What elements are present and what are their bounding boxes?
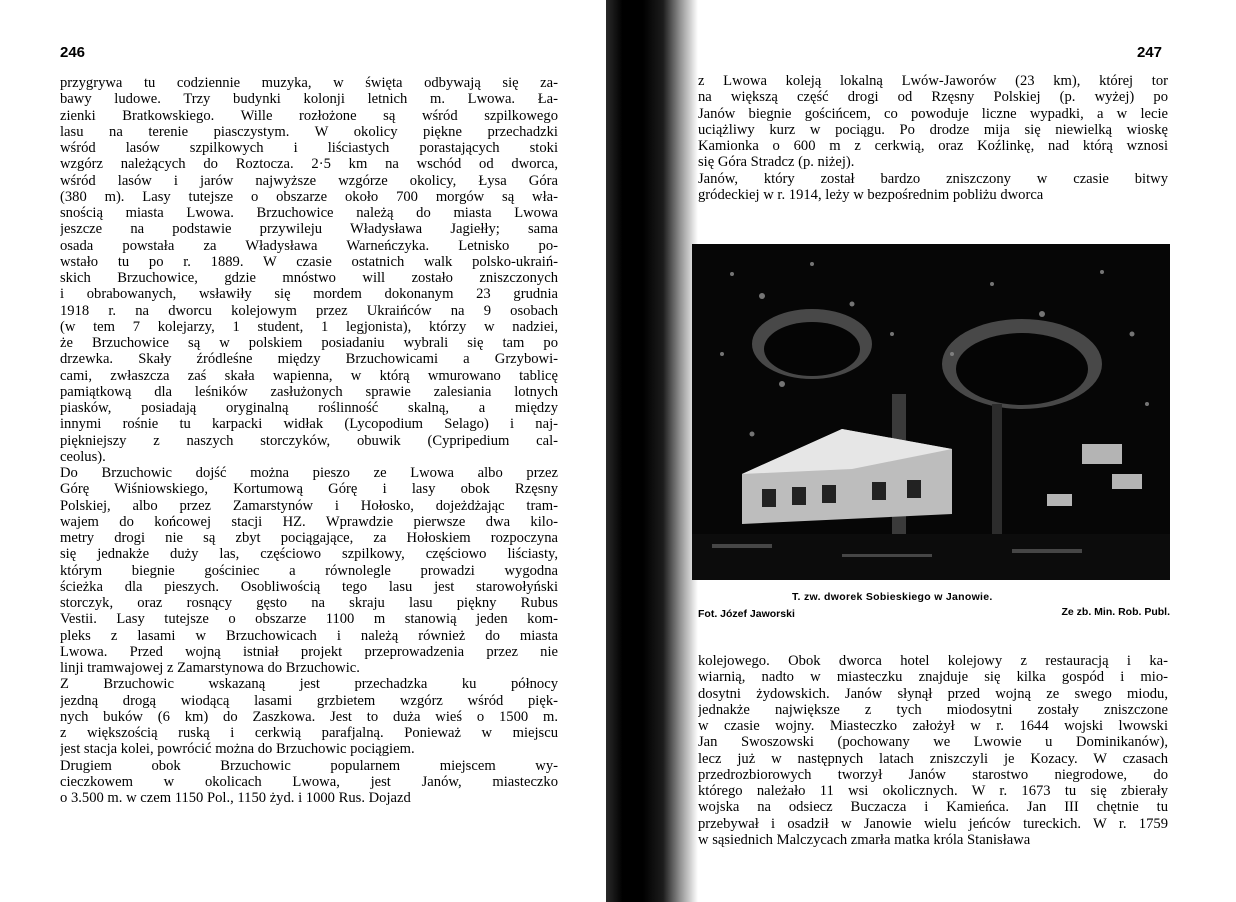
page-number-right: 247	[1136, 44, 1162, 61]
text-line: ceolus).	[60, 448, 106, 465]
photo-credit-photographer: Fot. Józef Jaworski	[698, 608, 795, 620]
text-line: przygrywa tu codziennie muzyka, w święta odbywają się za-	[60, 75, 558, 91]
text-line: Do Brzuchowic dojść można pieszo ze Lwowa albo przez	[60, 465, 558, 481]
text-line: Lwowa. Przed wojną istniał projekt przeprowadzenia przez nie	[60, 643, 558, 660]
text-line: dosytni żydowskich. Janów słynął przed wojną ze swego miodu,	[698, 685, 1168, 702]
text-line: wzgórz należących do Roztocza. 2·5 km na wschód od dworca,	[60, 156, 558, 173]
text-line: wśród lasów szpilkowych i liściastych porastających stoki	[60, 140, 558, 156]
text-line: pleks z lasami w Brzuchowicach i należą również do miasta	[60, 627, 558, 644]
text-line: w sąsiednich Malczycach zmarła matka króla Stanisława	[698, 831, 1031, 848]
text-line: Z Brzuchowic wskazaną jest przechadzka ku północy	[60, 676, 558, 693]
photo-credit-collection: Ze zb. Min. Rob. Publ.	[1061, 606, 1170, 618]
text-line: drzewka. Skały źródleśne między Brzuchowicami a Grzybowi-	[60, 351, 558, 368]
text-line: Drugiem obok Brzuchowic popularnem miejscem wy-	[60, 757, 558, 774]
text-line: Janów, który został bardzo zniszczony w czasie bitwy	[698, 170, 1168, 187]
text-line: linji tramwajowej z Zamarstynowa do Brzuchowic.	[60, 660, 360, 676]
text-line: storczyk, oraz rosnący gęsto na skraju lasu piękny Rubus	[60, 595, 558, 611]
text-line: którym biegnie gościniec a równolegle prowadzi wygodna	[60, 562, 558, 579]
text-line: jednakże największe z tych miodosytni zostały zniszczone	[698, 701, 1168, 718]
text-line: innymi rośnie tu karpacki widłak (Lycopodium Selago) i naj-	[60, 416, 558, 433]
text-line: Janów biegnie gościńcem, co powoduje liczne wypadki, a w lecie	[698, 105, 1168, 122]
text-line: cami, zwłaszcza zaś skała wapienna, w którą wmurowano tablicę	[60, 367, 558, 384]
text-line: skich Brzuchowice, gdzie mnóstwo will zostało zniszczonych	[60, 270, 558, 286]
text-line: uciążliwy kurz w pociągu. Po drodze mija się niewielką wioskę	[698, 121, 1168, 138]
text-line: którego należało 11 wsi okolicznych. W r. 1673 tu się zbierały	[698, 783, 1168, 799]
text-line: snością miasta Lwowa. Brzuchowice należą do miasta Lwowa	[60, 205, 558, 221]
text-line: piasków, posiadają oryginalną roślinność skalną, a między	[60, 400, 558, 416]
text-line: lasu na terenie piasczystym. W okolicy piękne przechadzki	[60, 123, 558, 140]
photo-caption: T. zw. dworek Sobieskiego w Janowie.	[792, 591, 993, 603]
text-line: wśród lasów i jarów najwyższe wzgórze okolicy, Łysa Góra	[60, 172, 558, 189]
text-line: jeszcze na podstawie przywileju Władysława Jagiełły; sama	[60, 221, 558, 238]
right-page-text-top	[698, 73, 1168, 203]
left-page	[0, 0, 608, 902]
text-line: Górę Wiśniowskiego, Kortumową Górę i lasy obok Rzęsny	[60, 481, 558, 498]
text-line: nych buków (6 km) do Zaszkowa. Jest to duża wieś o 1500 m.	[60, 708, 558, 725]
text-line: osada powstała za Władysława Warneńczyka. Letnisko po-	[60, 237, 558, 254]
text-line: (w tem 7 kolejarzy, 1 student, 1 legjonista), którzy w nadziei,	[60, 318, 558, 335]
text-line: przedrozbiorowych tworzył Janów starostwo niegrodowe, do	[698, 766, 1168, 783]
text-line: 1918 r. na dworcu kolejowym przez Ukraińców na 9 osobach	[60, 302, 558, 319]
text-line: Jan Swoszowski (pochowany we Lwowie u Dominikanów),	[698, 734, 1168, 751]
text-line: wajem do końcowej stacji HZ. Wprawdzie pierwsze dwa kilo-	[60, 513, 558, 530]
text-line: Kamionka o 600 m z cerkwią, oraz Koźlinkę, nad którą wznosi	[698, 138, 1168, 154]
text-line: ścieżka dla pieszych. Osobliwością tego lasu jest starowołyński	[60, 578, 558, 595]
text-line: że Brzuchowice są w polskiem posiadaniu wybrali się tam po	[60, 335, 558, 351]
text-line: pamiątkową dla leśników zasłużonych sprawie zalesiania lotnych	[60, 383, 558, 400]
text-line: przebywał i osadził w Janowie wielu jeńców tureckich. W r. 1759	[698, 815, 1168, 832]
text-line: jezdną drogą wiodącą lasami grzbietem wzgórz wśród pięk-	[60, 692, 558, 709]
text-line: o 3.500 m. w czem 1150 Pol., 1150 żyd. i 1000 Rus. Dojazd	[60, 790, 411, 806]
text-line: gródeckiej w r. 1914, leży w bezpośrednim pobliżu dworca	[698, 186, 1044, 203]
text-line: z większością ruską i cerkwią parafjalną. Ponieważ w miejscu	[60, 725, 558, 741]
page-number-left: 246	[60, 44, 86, 61]
text-line: cieczkowem w okolicach Lwowa, jest Janów, miasteczko	[60, 773, 558, 790]
right-page-text-bottom	[698, 653, 1168, 848]
text-line: bawy ludowe. Trzy budynki kolonji letnich m. Lwowa. Ła-	[60, 91, 558, 108]
right-page	[692, 0, 1236, 902]
manor-house-photo	[692, 244, 1170, 580]
text-line: lecz już w następnych latach zniszczyli je Kozacy. W czasach	[698, 750, 1168, 767]
text-line: się Góra Stradcz (p. niżej).	[698, 154, 855, 171]
text-line: wojska na odsiecz Buczacza i Kamieńca. Jan III chętnie tu	[698, 799, 1168, 816]
left-page-text	[60, 75, 558, 806]
text-line: zienki Bratkowskiego. Wille rozłożone są wśród szpilkowego	[60, 107, 558, 124]
text-line: i obrabowanych, wsławiły się mordem dokonanym 23 grudnia	[60, 286, 558, 303]
text-line: w czasie wojny. Miasteczko założył w r. 1644 wojski lwowski	[698, 718, 1168, 734]
text-line: z Lwowa koleją lokalną Lwów-Jaworów (23 km), której tor	[698, 73, 1168, 89]
text-line: metry drogi nie są zbyt pociągające, za Hołoskiem rozpoczyna	[60, 530, 558, 546]
text-line: (380 m). Lasy tutejsze o obszarze około 700 morgów są wła-	[60, 188, 558, 205]
book-gutter-shadow	[606, 0, 698, 902]
text-line: jest stacja kolei, powrócić można do Brzuchowic pociągiem.	[60, 741, 415, 758]
text-line: piękniejszy z naszych storczyków, obuwik (Cypripedium cal-	[60, 432, 558, 449]
text-line: Vestii. Lasy tutejsze o obszarze 1100 m stanowią jeden kom-	[60, 611, 558, 628]
text-line: wiarnią, nadto w miasteczku znajduje się kilka gospód i mio-	[698, 669, 1168, 686]
photo-illustration	[692, 244, 1170, 580]
text-line: się jednakże duży las, częściowo szpilkowy, częściowo liściasty,	[60, 546, 558, 563]
text-line: kolejowego. Obok dworca hotel kolejowy z restauracją i ka-	[698, 653, 1168, 669]
text-line: na większą część drogi od Rzęsny Polskiej (p. wyżej) po	[698, 89, 1168, 106]
text-line: Polskiej, albo przez Zamarstynów i Hołosko, dojeżdżając tram-	[60, 497, 558, 514]
text-line: wstało tu po r. 1889. W czasie ostatnich walk polsko-ukraiń-	[60, 253, 558, 270]
